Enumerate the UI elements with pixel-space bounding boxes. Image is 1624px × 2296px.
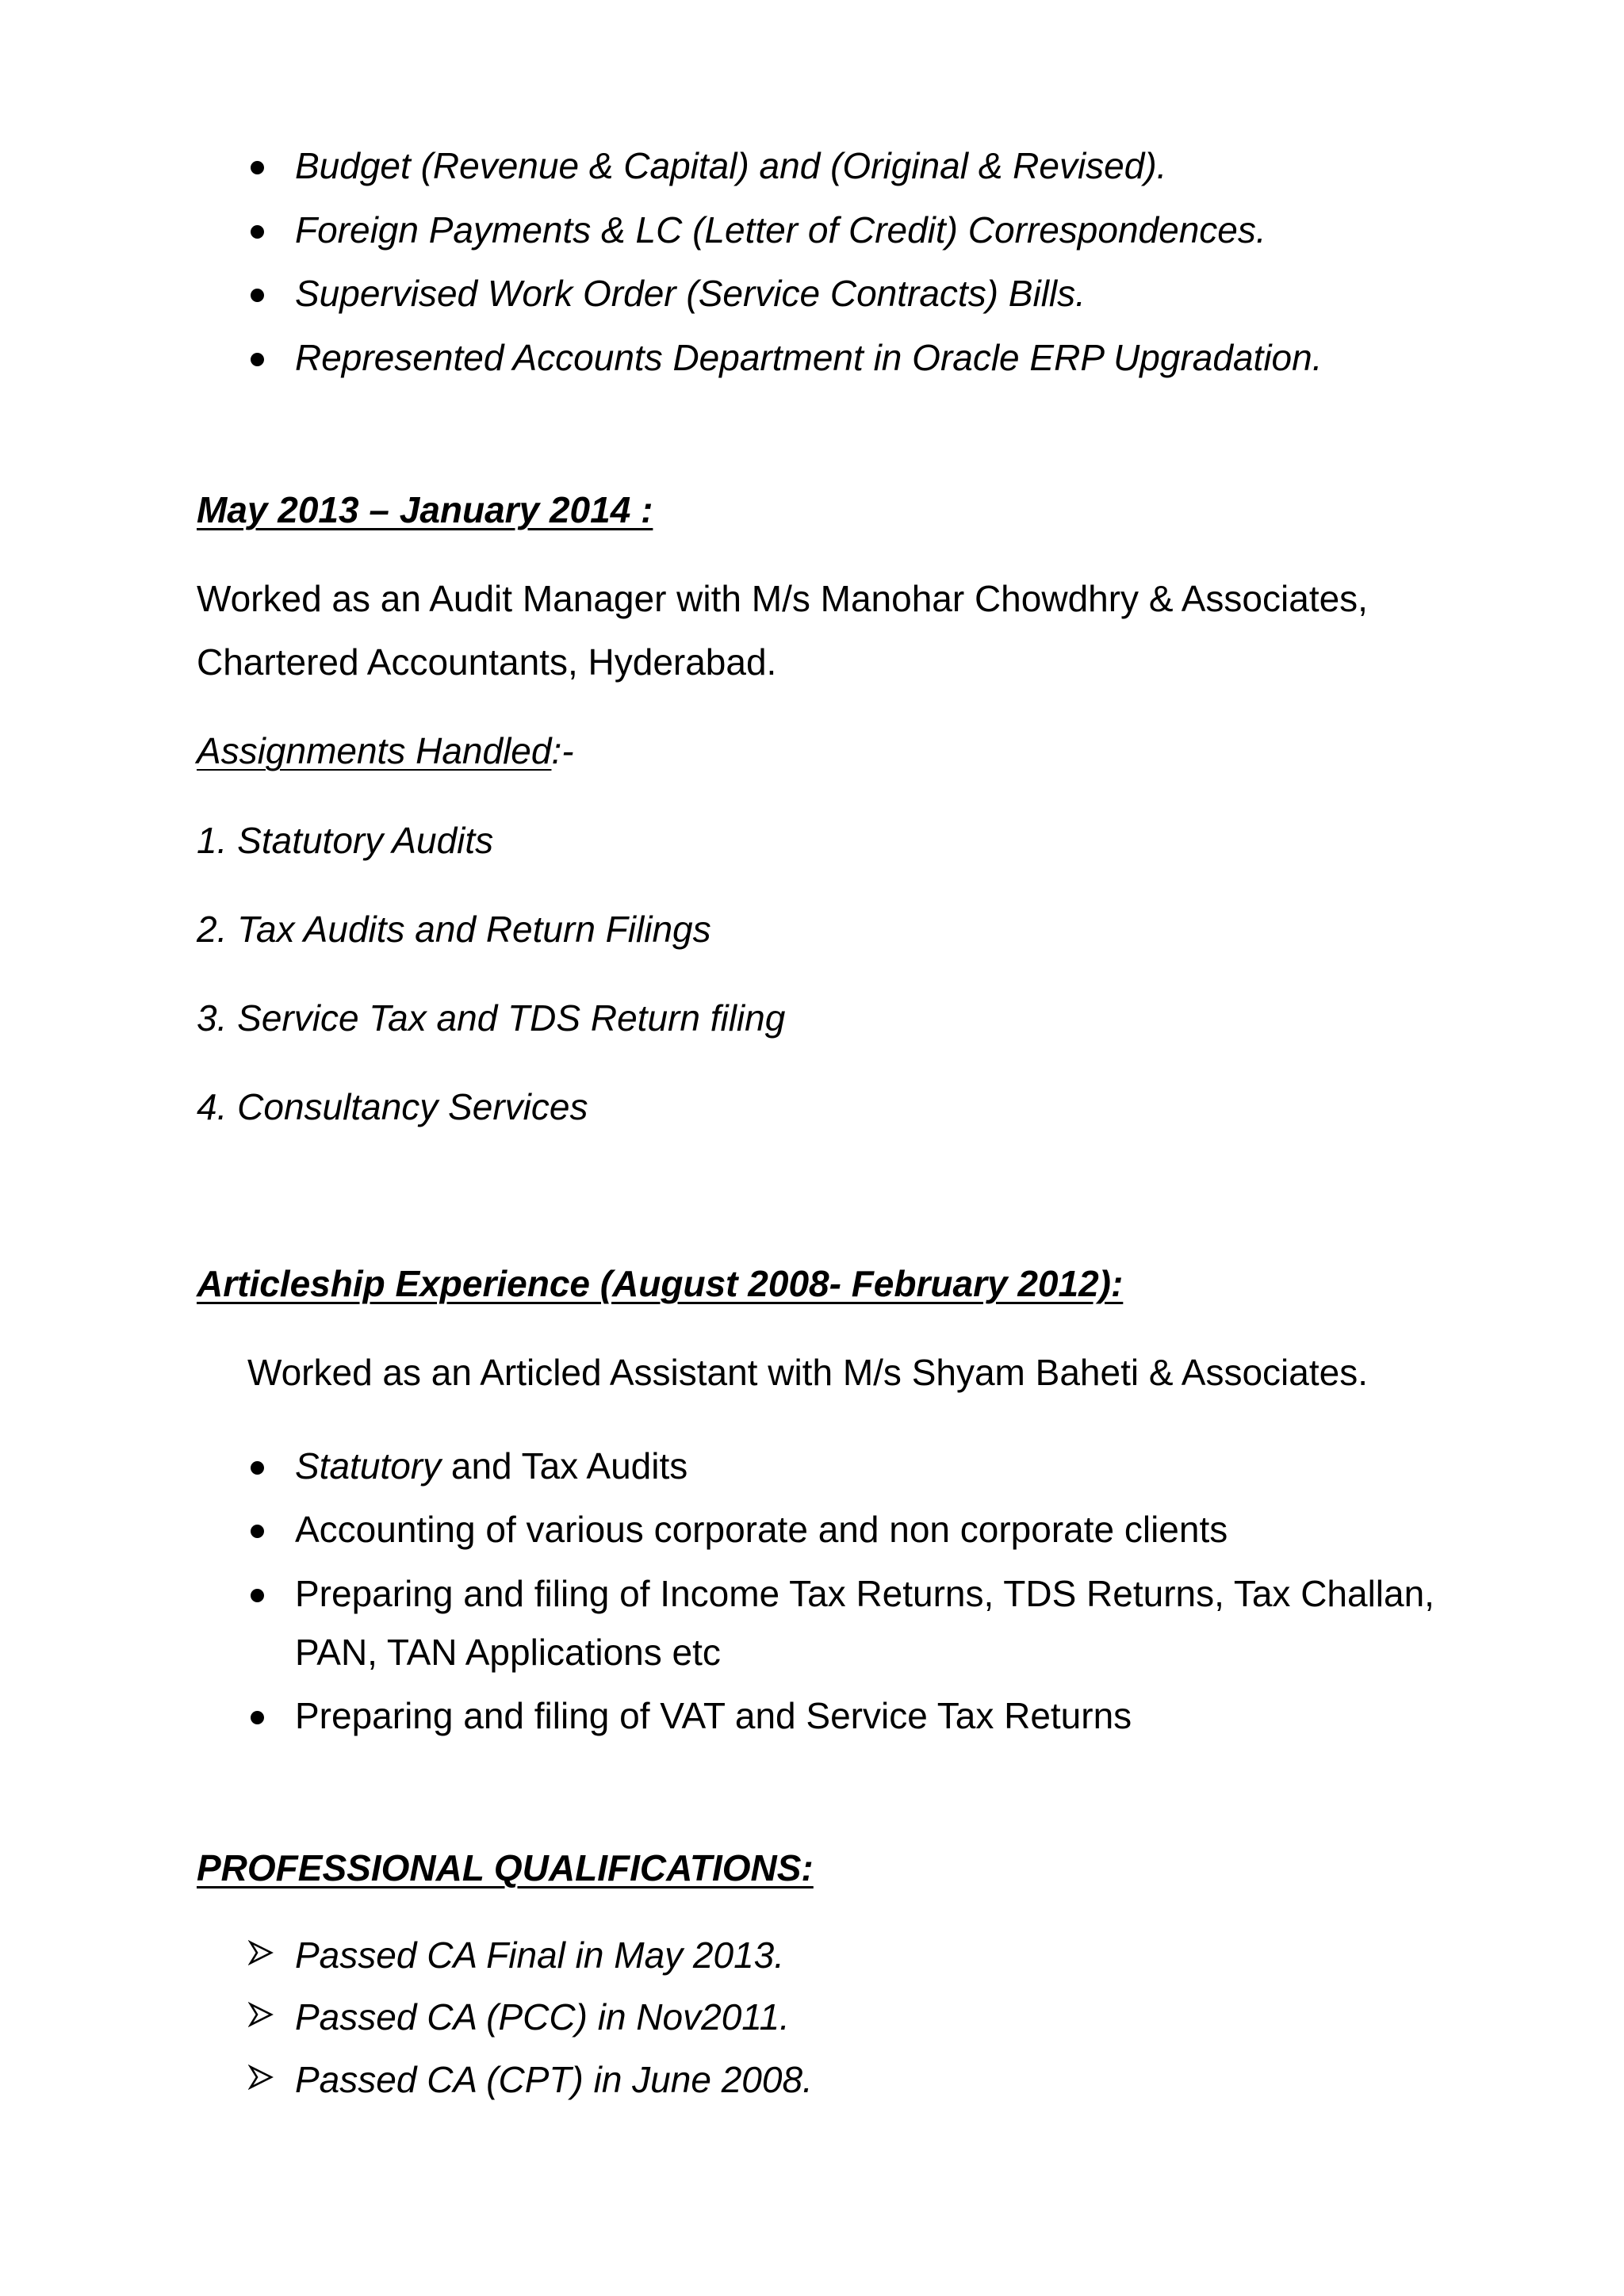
assignments-label-row [197, 730, 574, 771]
bullet-icon [251, 1525, 264, 1538]
qualification-text: Passed CA (PCC) in Nov2011. [295, 1996, 790, 2038]
bullet-icon [251, 289, 264, 302]
list-item: 4. Consultancy Services [197, 1086, 588, 1127]
item-italic-text: Statutory [295, 1445, 442, 1487]
description-line: Worked as an Audit Manager with M/s Manohar Chowdhry & Associates, [197, 578, 1368, 619]
item-text-continued: PAN, TAN Applications etc [295, 1632, 721, 1673]
item-text: Preparing and filing of VAT and Service Tax Returns [295, 1695, 1132, 1736]
arrow-bullet-icon [248, 1940, 274, 1965]
bullet-icon [251, 225, 264, 239]
description-line: Worked as an Articled Assistant with M/s Shyam Baheti & Associates. [247, 1352, 1368, 1393]
qualification-text: Passed CA (CPT) in June 2008. [295, 2059, 813, 2100]
item-rest-text: and Tax Audits [441, 1445, 688, 1487]
section-heading: Articleship Experience (August 2008- February 2012): [197, 1263, 1124, 1304]
duty-text: Represented Accounts Department in Oracle ERP Upgradation. [295, 337, 1323, 378]
list-item: 1. Statutory Audits [197, 820, 494, 861]
assignments-label: Assignments Handled [197, 730, 552, 771]
qualification-text: Passed CA Final in May 2013. [295, 1934, 785, 1976]
list-item: 3. Service Tax and TDS Return filing [197, 997, 786, 1039]
bullet-icon [251, 1461, 264, 1475]
section-heading: May 2013 – January 2014 : [197, 489, 653, 530]
bullet-icon [251, 353, 264, 366]
duty-text: Supervised Work Order (Service Contracts) Bills. [295, 273, 1086, 314]
assignments-suffix: :- [551, 730, 574, 771]
bullet-icon [251, 1589, 264, 1602]
bullet-icon [251, 161, 264, 174]
arrow-bullet-icon [248, 2002, 274, 2027]
bullet-icon [251, 1711, 264, 1724]
list-item: 2. Tax Audits and Return Filings [197, 909, 711, 950]
duty-text: Budget (Revenue & Capital) and (Original & Revised). [295, 145, 1167, 186]
arrow-bullet-icon [248, 2064, 274, 2090]
section-heading: PROFESSIONAL QUALIFICATIONS: [197, 1847, 814, 1888]
item-text [295, 1445, 688, 1487]
item-text: Preparing and filing of Income Tax Returns, TDS Returns, Tax Challan, [295, 1573, 1434, 1614]
duty-text: Foreign Payments & LC (Letter of Credit) Correspondences. [295, 209, 1266, 251]
description-line: Chartered Accountants, Hyderabad. [197, 641, 777, 683]
item-text: Accounting of various corporate and non corporate clients [295, 1509, 1228, 1550]
